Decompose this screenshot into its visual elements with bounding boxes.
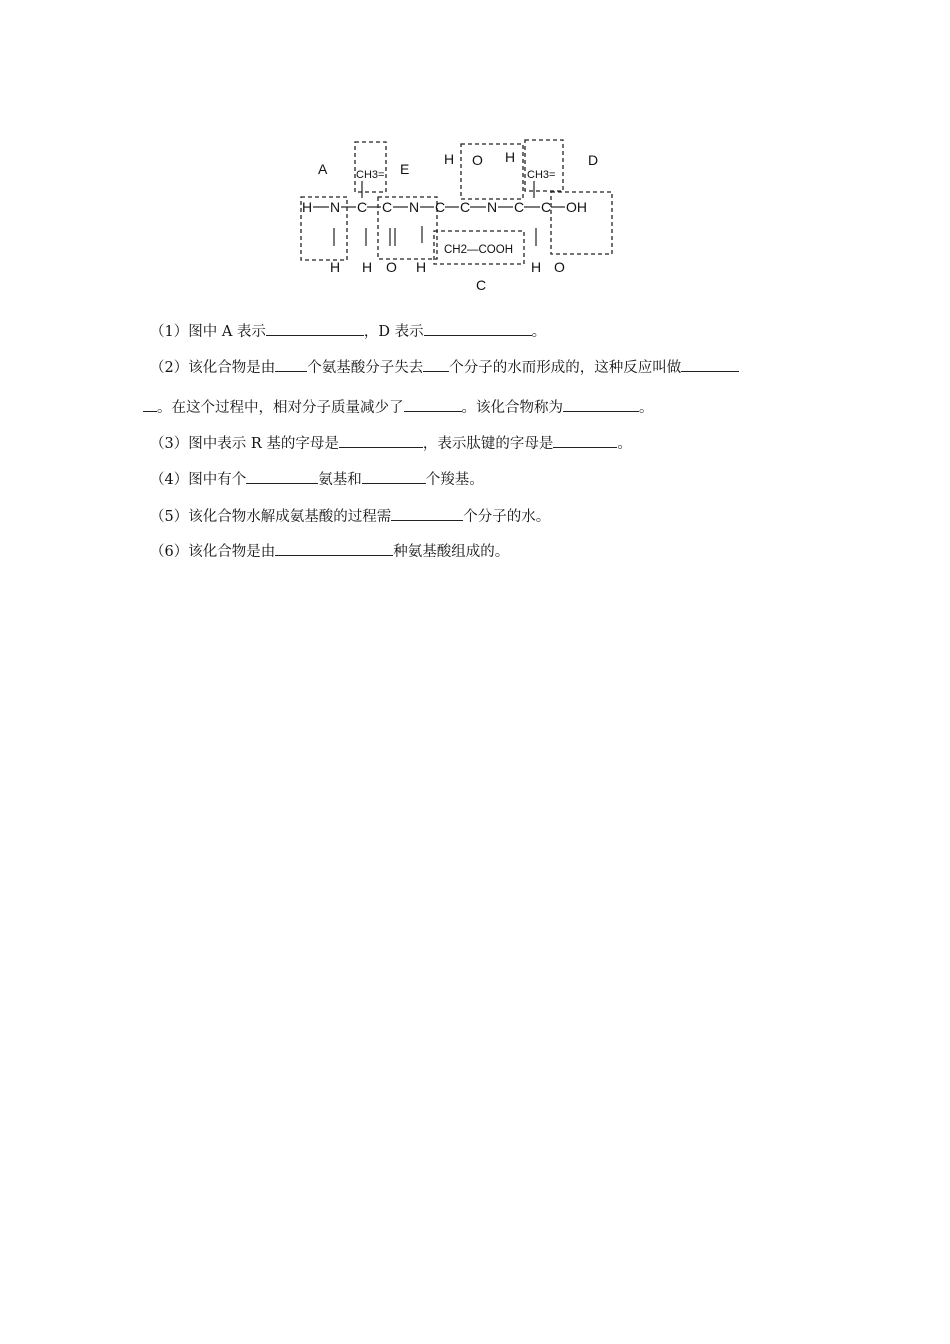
answer-blank[interactable]: [362, 469, 426, 484]
label-c: C: [476, 277, 487, 293]
box-b: [355, 142, 386, 192]
answer-blank[interactable]: [553, 433, 617, 448]
atom-n2: N: [409, 199, 420, 215]
answer-blank[interactable]: [275, 541, 393, 556]
box-right-ch3: [525, 140, 563, 191]
question-4: （4）图中有个 氨基和 个羧基。: [150, 469, 484, 490]
label-a: A: [318, 161, 328, 177]
atom-c6: C: [541, 199, 552, 215]
atom-ch3-left: CH3=: [356, 169, 385, 181]
answer-blank[interactable]: [266, 321, 364, 336]
atom-bottom-o1: O: [386, 259, 397, 275]
atom-c4: C: [460, 199, 471, 215]
atom-n3: N: [487, 199, 498, 215]
answer-blank[interactable]: [391, 506, 463, 521]
answer-blank[interactable]: [681, 357, 739, 372]
question-1: （1）图中 A 表示 ，D 表示 。: [150, 321, 546, 342]
answer-blank[interactable]: [339, 433, 423, 448]
answer-blank[interactable]: [424, 321, 532, 336]
answer-blank[interactable]: [275, 357, 307, 372]
atom-bottom-h2: H: [362, 259, 373, 275]
question-2-line-2: 。在这个过程中，相对分子质量减少了 。该化合物称为 。: [143, 397, 654, 418]
label-d: D: [588, 152, 599, 168]
atom-ch3-right: CH3=: [527, 169, 556, 181]
atom-top-o: O: [472, 152, 483, 168]
atom-h1: H: [302, 199, 313, 215]
atom-top-h-left: H: [444, 151, 455, 167]
question-3: （3）图中表示 R 基的字母是 ，表示肽键的字母是 。: [150, 433, 632, 454]
atom-c1: C: [357, 199, 368, 215]
answer-blank[interactable]: [404, 397, 462, 412]
atom-n1: N: [330, 199, 341, 215]
answer-blank[interactable]: [563, 397, 639, 412]
question-2-line-1: （2）该化合物是由 个氨基酸分子失去 个分子的水而形成的，这种反应叫做: [150, 357, 739, 378]
atom-c3: C: [435, 199, 446, 215]
atom-top-h-right: H: [505, 149, 516, 165]
answer-blank[interactable]: [246, 469, 318, 484]
atom-bottom-h3: H: [416, 259, 427, 275]
atom-oh: OH: [566, 199, 587, 215]
answer-blank[interactable]: [423, 357, 449, 372]
peptide-structure-diagram: [0, 0, 950, 310]
label-e: E: [400, 161, 410, 177]
question-5: （5）该化合物水解成氨基酸的过程需 个分子的水。: [150, 506, 550, 527]
answer-blank[interactable]: [143, 397, 157, 412]
atom-c5: C: [514, 199, 525, 215]
question-6: （6）该化合物是由 种氨基酸组成的。: [150, 541, 509, 562]
atom-c2: C: [382, 199, 393, 215]
atom-side-chain: CH2—COOH: [444, 244, 514, 256]
atom-bottom-h1: H: [330, 259, 341, 275]
atom-bottom-h4: H: [531, 259, 542, 275]
atom-bottom-o2: O: [554, 259, 565, 275]
